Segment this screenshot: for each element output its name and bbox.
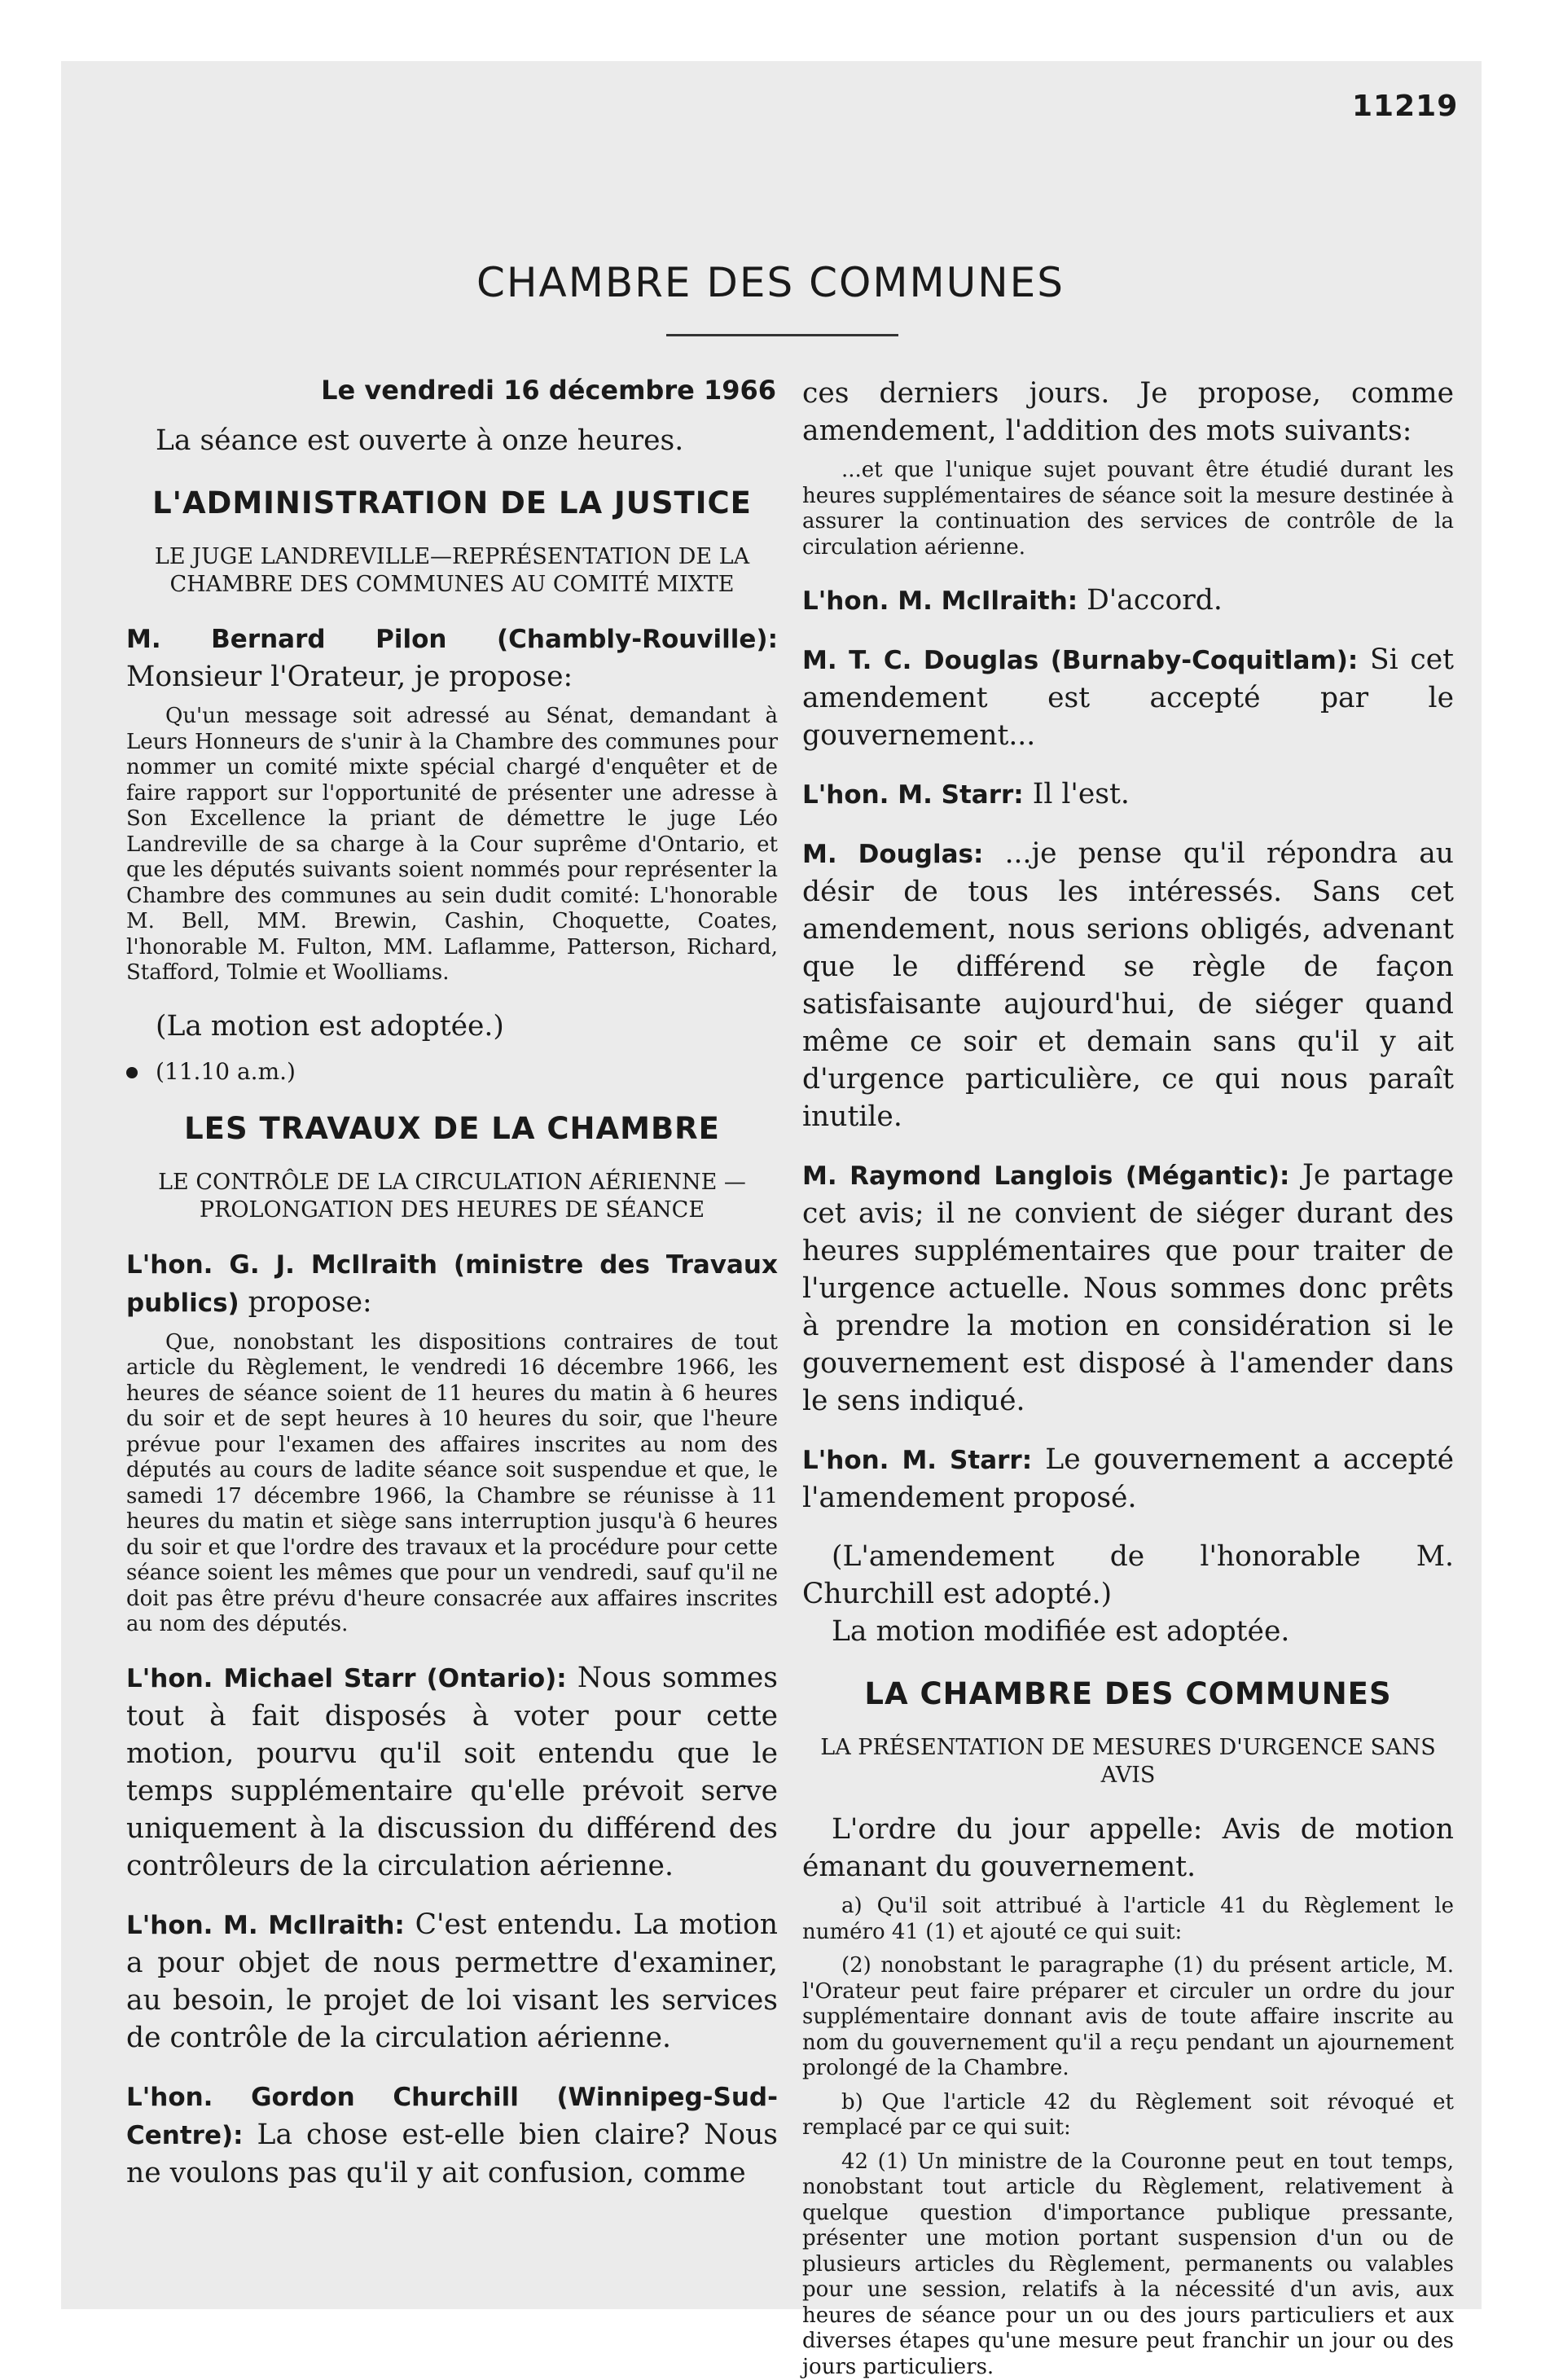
speech: M. T. C. Douglas (Burnaby-Coquitlam): Si cet amendement est accepté par le gouvernement...	[802, 641, 1454, 754]
motion-text: Qu'un message soit adressé au Sénat, demandant à Leurs Honneurs de s'unir à la Chambre des communes pour nommer un comité mixte spécial chargé d'enquêter et de faire rapport sur l'opportunité de présenter une adresse à Son Excellence la priant de démettre le juge Léo Landreville de sa charge à la Cour suprême d'Ontario, et que les députés suivants soient nommés pour représenter la Chambre des communes au sein dudit comité: L'honorable M. Bell, MM. Brewin, Cashin, Choquette, Coates, l'honorable M. Fulton, MM. Laflamme, Patterson, Richard, Stafford, Tolmie et Woolliams.	[126, 704, 778, 986]
speaker-name: M. Douglas:	[802, 840, 983, 869]
speech: L'hon. M. Starr: Le gouvernement a accepté l'amendement proposé.	[802, 1441, 1454, 1517]
opening-line: La séance est ouverte à onze heures.	[126, 422, 778, 459]
speech: L'hon. M. McIlraith: D'accord.	[802, 582, 1454, 620]
speech: L'hon. M. McIlraith: C'est entendu. La motion a pour objet de nous permettre d'examiner, au besoin, le projet de loi visant les services de contrôle de la circulation aérienne.	[126, 1906, 778, 2057]
speech: L'hon. Michael Starr (Ontario): Nous sommes tout à fait disposés à voter pour cette motion, pourvu qu'il soit entendu que le temps supplémentaire qu'elle prévoit serve uniquement à la discussion du différend des contrôleurs de la circulation aérienne.	[126, 1659, 778, 1885]
motion-item: b) Que l'article 42 du Règlement soit révoqué et remplacé par ce qui suit:	[802, 2090, 1454, 2141]
left-column	[126, 375, 778, 2192]
speaker-name: L'hon. Michael Starr (Ontario):	[126, 1664, 567, 1693]
bullet-icon	[126, 1067, 138, 1078]
speaker-name: L'hon. M. Starr:	[802, 780, 1024, 810]
speaker-name: L'hon. Gordon Churchill (Winnipeg-Sud-Centre):	[126, 2083, 778, 2150]
speech-continued: ces derniers jours. Je propose, comme amendement, l'addition des mots suivants:	[802, 375, 1454, 450]
sitting-date: Le vendredi 16 décembre 1966	[126, 375, 778, 406]
speaker-name: M. Bernard Pilon (Chambly-Rouville):	[126, 625, 778, 654]
speaker-name: L'hon. M. McIlraith:	[126, 1911, 405, 1940]
speaker-name: M. T. C. Douglas (Burnaby-Coquitlam):	[802, 646, 1358, 675]
speech: L'hon. G. J. McIlraith (ministre des Travaux publics) propose:	[126, 1245, 778, 1322]
right-column	[802, 375, 1454, 2380]
order-of-day: L'ordre du jour appelle: Avis de motion émanant du gouvernement.	[802, 1811, 1454, 1886]
section-subheading: LA PRÉSENTATION DE MESURES D'URGENCE SANS AVIS	[802, 1734, 1454, 1789]
motion-item: (2) nonobstant le paragraphe (1) du présent article, M. l'Orateur peut faire préparer et circuler un ordre du jour supplémentaire donnant avis de toute affaire inscrite au nom du gouvernement qu'il a reçu pendant un ajournement prolongé de la Chambre.	[802, 1953, 1454, 2082]
speaker-name: M. Raymond Langlois (Mégantic):	[802, 1161, 1289, 1191]
speech: M. Douglas: ...je pense qu'il répondra au désir de tous les intéressés. Sans cet amendement, nous serions obligés, advenant que le différend se règle de façon satisfaisante aujourd'hui, de siéger quand même ce soir et demain sans qu'il y ait d'urgence particulière, ce qui nous paraît inutile.	[802, 835, 1454, 1135]
section-subheading: LE JUGE LANDREVILLE—REPRÉSENTATION DE LA CHAMBRE DES COMMUNES AU COMITÉ MIXTE	[126, 543, 778, 599]
speech: M. Raymond Langlois (Mégantic): Je partage cet avis; il ne convient de siéger durant des heures supplémentaires que pour traiter de l'urgence actuelle. Nous sommes donc prêts à prendre la motion en considération si le gouvernement est disposé à l'amender dans le sens indiqué.	[802, 1157, 1454, 1420]
amendment-text: ...et que l'unique sujet pouvant être étudié durant les heures supplémentaires de séance soit la mesure destinée à assurer la continuation des services de contrôle de la circulation aérienne.	[802, 458, 1454, 560]
section-heading: LA CHAMBRE DES COMMUNES	[802, 1676, 1454, 1711]
motion-item: 42 (1) Un ministre de la Couronne peut en tout temps, nonobstant tout article du Règlement, relativement à quelque question d'importance publique pressante, présenter une motion portant suspension d'un ou de plusieurs articles du Règlement, permanents ou valables pour une session, relatifs à la nécessité d'un avis, aux heures de séance pour un ou des jours particuliers et aux diverses étapes qu'une mesure peut franchir un jour ou des jours particuliers.	[802, 2149, 1454, 2380]
page-number: 11219	[1352, 90, 1458, 123]
speaker-name: L'hon. M. McIlraith:	[802, 586, 1078, 616]
speaker-name: L'hon. G. J. McIlraith (ministre des Travaux publics)	[126, 1250, 778, 1318]
section-heading: L'ADMINISTRATION DE LA JUSTICE	[126, 485, 778, 520]
section-subheading: LE CONTRÔLE DE LA CIRCULATION AÉRIENNE —PROLONGATION DES HEURES DE SÉANCE	[126, 1169, 778, 1224]
procedural-note: (L'amendement de l'honorable M. Churchill est adopté.)	[802, 1538, 1454, 1613]
page-title: CHAMBRE DES COMMUNES	[0, 259, 1541, 306]
section-heading: LES TRAVAUX DE LA CHAMBRE	[126, 1111, 778, 1146]
motion-item: a) Qu'il soit attribué à l'article 41 du Règlement le numéro 41 (1) et ajouté ce qui suit:	[802, 1894, 1454, 1945]
speech: M. Bernard Pilon (Chambly-Rouville): Monsieur l'Orateur, je propose:	[126, 620, 778, 696]
speaker-name: L'hon. M. Starr:	[802, 1446, 1032, 1475]
motion-text: Que, nonobstant les dispositions contraires de tout article du Règlement, le vendredi 16 décembre 1966, les heures de séance soient de 11 heures du matin à 6 heures du soir et de sept heures à 10 heures du soir, que l'heure prévue pour l'examen des affaires inscrites au nom des députés au cours de ladite séance soit suspendue et que, le samedi 17 décembre 1966, la Chambre se réunisse à 11 heures du matin et siège sans interruption jusqu'à 6 heures du soir et que l'ordre des travaux et la procédure pour cette séance soient les mêmes que pour un vendredi, sauf qu'il ne doit pas être prévu d'heure consacrée aux affaires inscrites au nom des députés.	[126, 1330, 778, 1638]
speech: L'hon. M. Starr: Il l'est.	[802, 775, 1454, 814]
speech: L'hon. Gordon Churchill (Winnipeg-Sud-Centre): La chose est-elle bien claire? Nous ne voulons pas qu'il y ait confusion, comme	[126, 2078, 778, 2192]
procedural-note: La motion modifiée est adoptée.	[802, 1613, 1454, 1650]
title-divider	[666, 334, 898, 336]
procedural-note: (La motion est adoptée.)	[126, 1008, 778, 1045]
time-stamp: (11.10 a.m.)	[126, 1058, 778, 1085]
